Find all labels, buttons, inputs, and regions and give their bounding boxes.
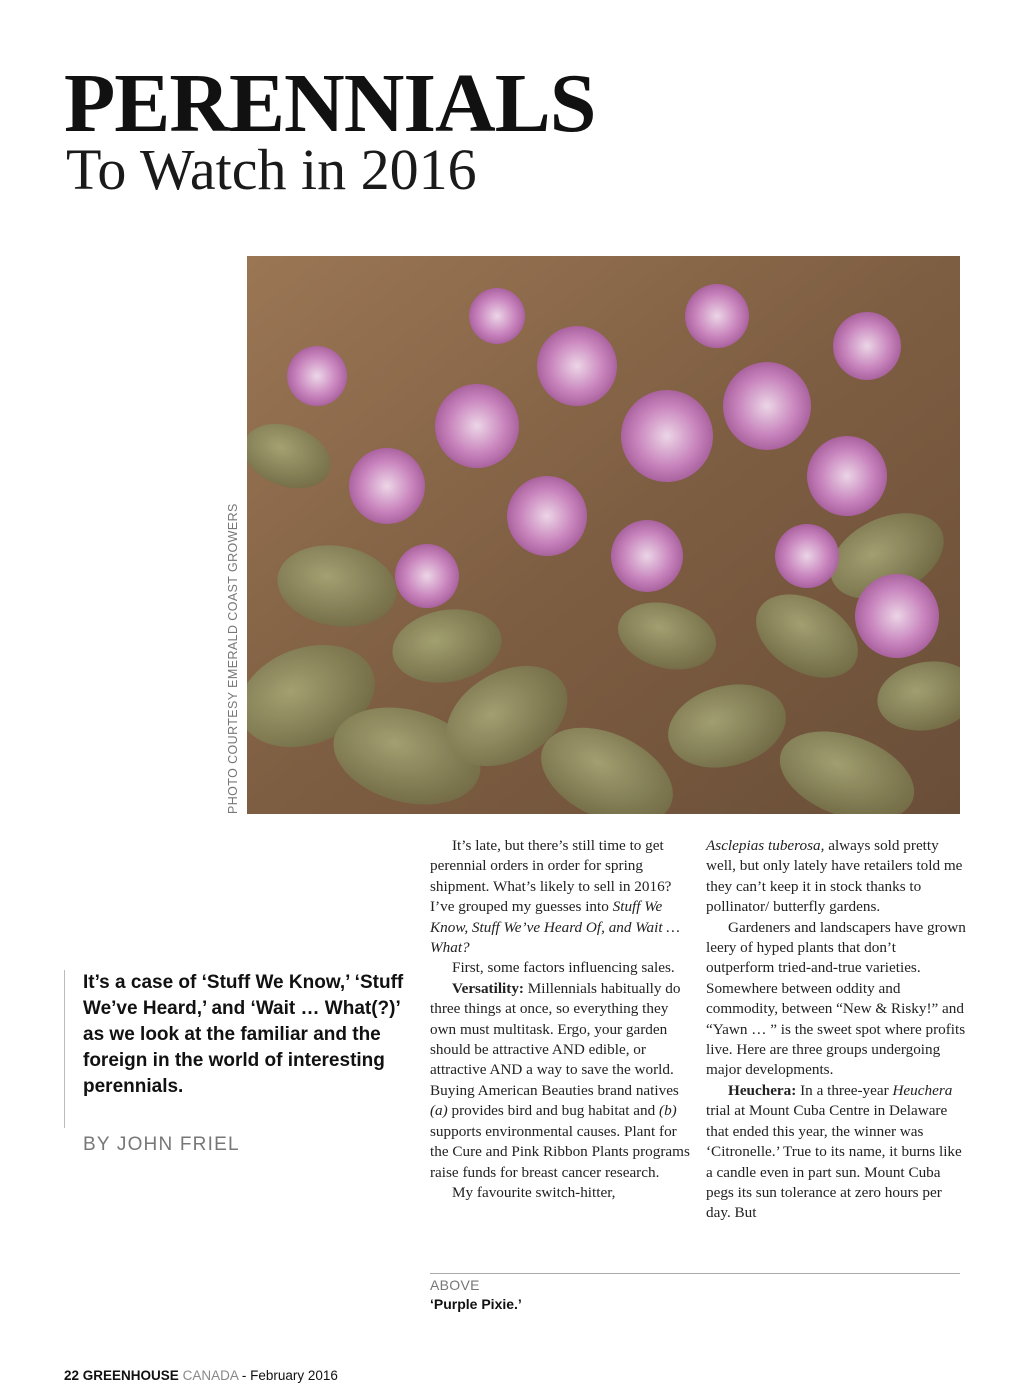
page-footer bbox=[64, 1368, 338, 1383]
deck-text: It’s a case of ‘Stuff We Know,’ ‘Stuff We’ve Heard,’ and ‘Wait … What(?)’ as we look at the familiar and the foreign in the world of interesting perennials. bbox=[83, 972, 404, 1097]
article-paragraph: Versatility: Millennials habitually do three things at once, so everything they own must multitask. Ergo, your garden should be attractive AND edible, or attractive AND a way to save the world. Buying American Beauties brand natives (a) provides bird and bug habitat and (b) supports environmental causes. Plant for the Cure and Pink Ribbon Plants programs raise funds for breast cancer research. bbox=[430, 979, 690, 1181]
article-paragraph: Asclepias tuberosa, always sold pretty well, but only lately have retailers told me they can’t keep it in stock thanks to pollinator/ butterfly gardens. bbox=[706, 837, 963, 916]
page-title: PERENNIALS bbox=[64, 57, 596, 150]
page-number: 22 bbox=[64, 1368, 80, 1383]
article-column-1 bbox=[430, 836, 690, 1203]
article-paragraph: First, some factors influencing sales. bbox=[452, 959, 675, 977]
article-deck bbox=[64, 970, 414, 1155]
article-paragraph: My favourite switch-hitter, bbox=[452, 1183, 616, 1201]
section-label-versatility: Versatility: bbox=[452, 979, 524, 997]
page-subtitle: To Watch in 2016 bbox=[66, 137, 477, 202]
magazine-name: GREENHOUSE bbox=[82, 1368, 179, 1383]
article-column-2 bbox=[706, 836, 966, 1224]
article-paragraph: Heuchera: In a three-year Heuchera trial at Mount Cuba Centre in Delaware that ended this year, the winner was ‘Citronelle.’ True to its name, it burns like a candle even in part sun. Mount Cuba pegs its sun tolerance at zero hours per day. But bbox=[706, 1081, 962, 1222]
flower-photo-illustration bbox=[247, 256, 960, 814]
caption-divider bbox=[430, 1273, 960, 1274]
byline: BY JOHN FRIEL bbox=[83, 1134, 240, 1155]
photo-credit: PHOTO COURTESY EMERALD COAST GROWERS bbox=[226, 503, 240, 814]
article-paragraph: Gardeners and landscapers have grown leery of hyped plants that don’t outperform tried-and-true varieties. Somewhere between oddity and commodity, between “New & Risky!” and “Yawn … ” is the sweet spot where profits live. Here are three groups undergoing major developments. bbox=[706, 918, 966, 1079]
magazine-name-canada: CANADA bbox=[182, 1368, 239, 1383]
article-paragraph: It’s late, but there’s still time to get perennial orders in order for spring shipment. What’s likely to sell in 2016? I’ve grouped my guesses into Stuff We Know, Stuff We’ve Heard Of, and Wait …What? bbox=[430, 837, 680, 957]
article-photo bbox=[247, 256, 960, 814]
section-label-heuchera: Heuchera: bbox=[728, 1081, 797, 1099]
caption-text: ‘Purple Pixie.’ bbox=[430, 1296, 522, 1312]
caption-label: ABOVE bbox=[430, 1277, 480, 1293]
issue-date: - February 2016 bbox=[241, 1368, 338, 1383]
